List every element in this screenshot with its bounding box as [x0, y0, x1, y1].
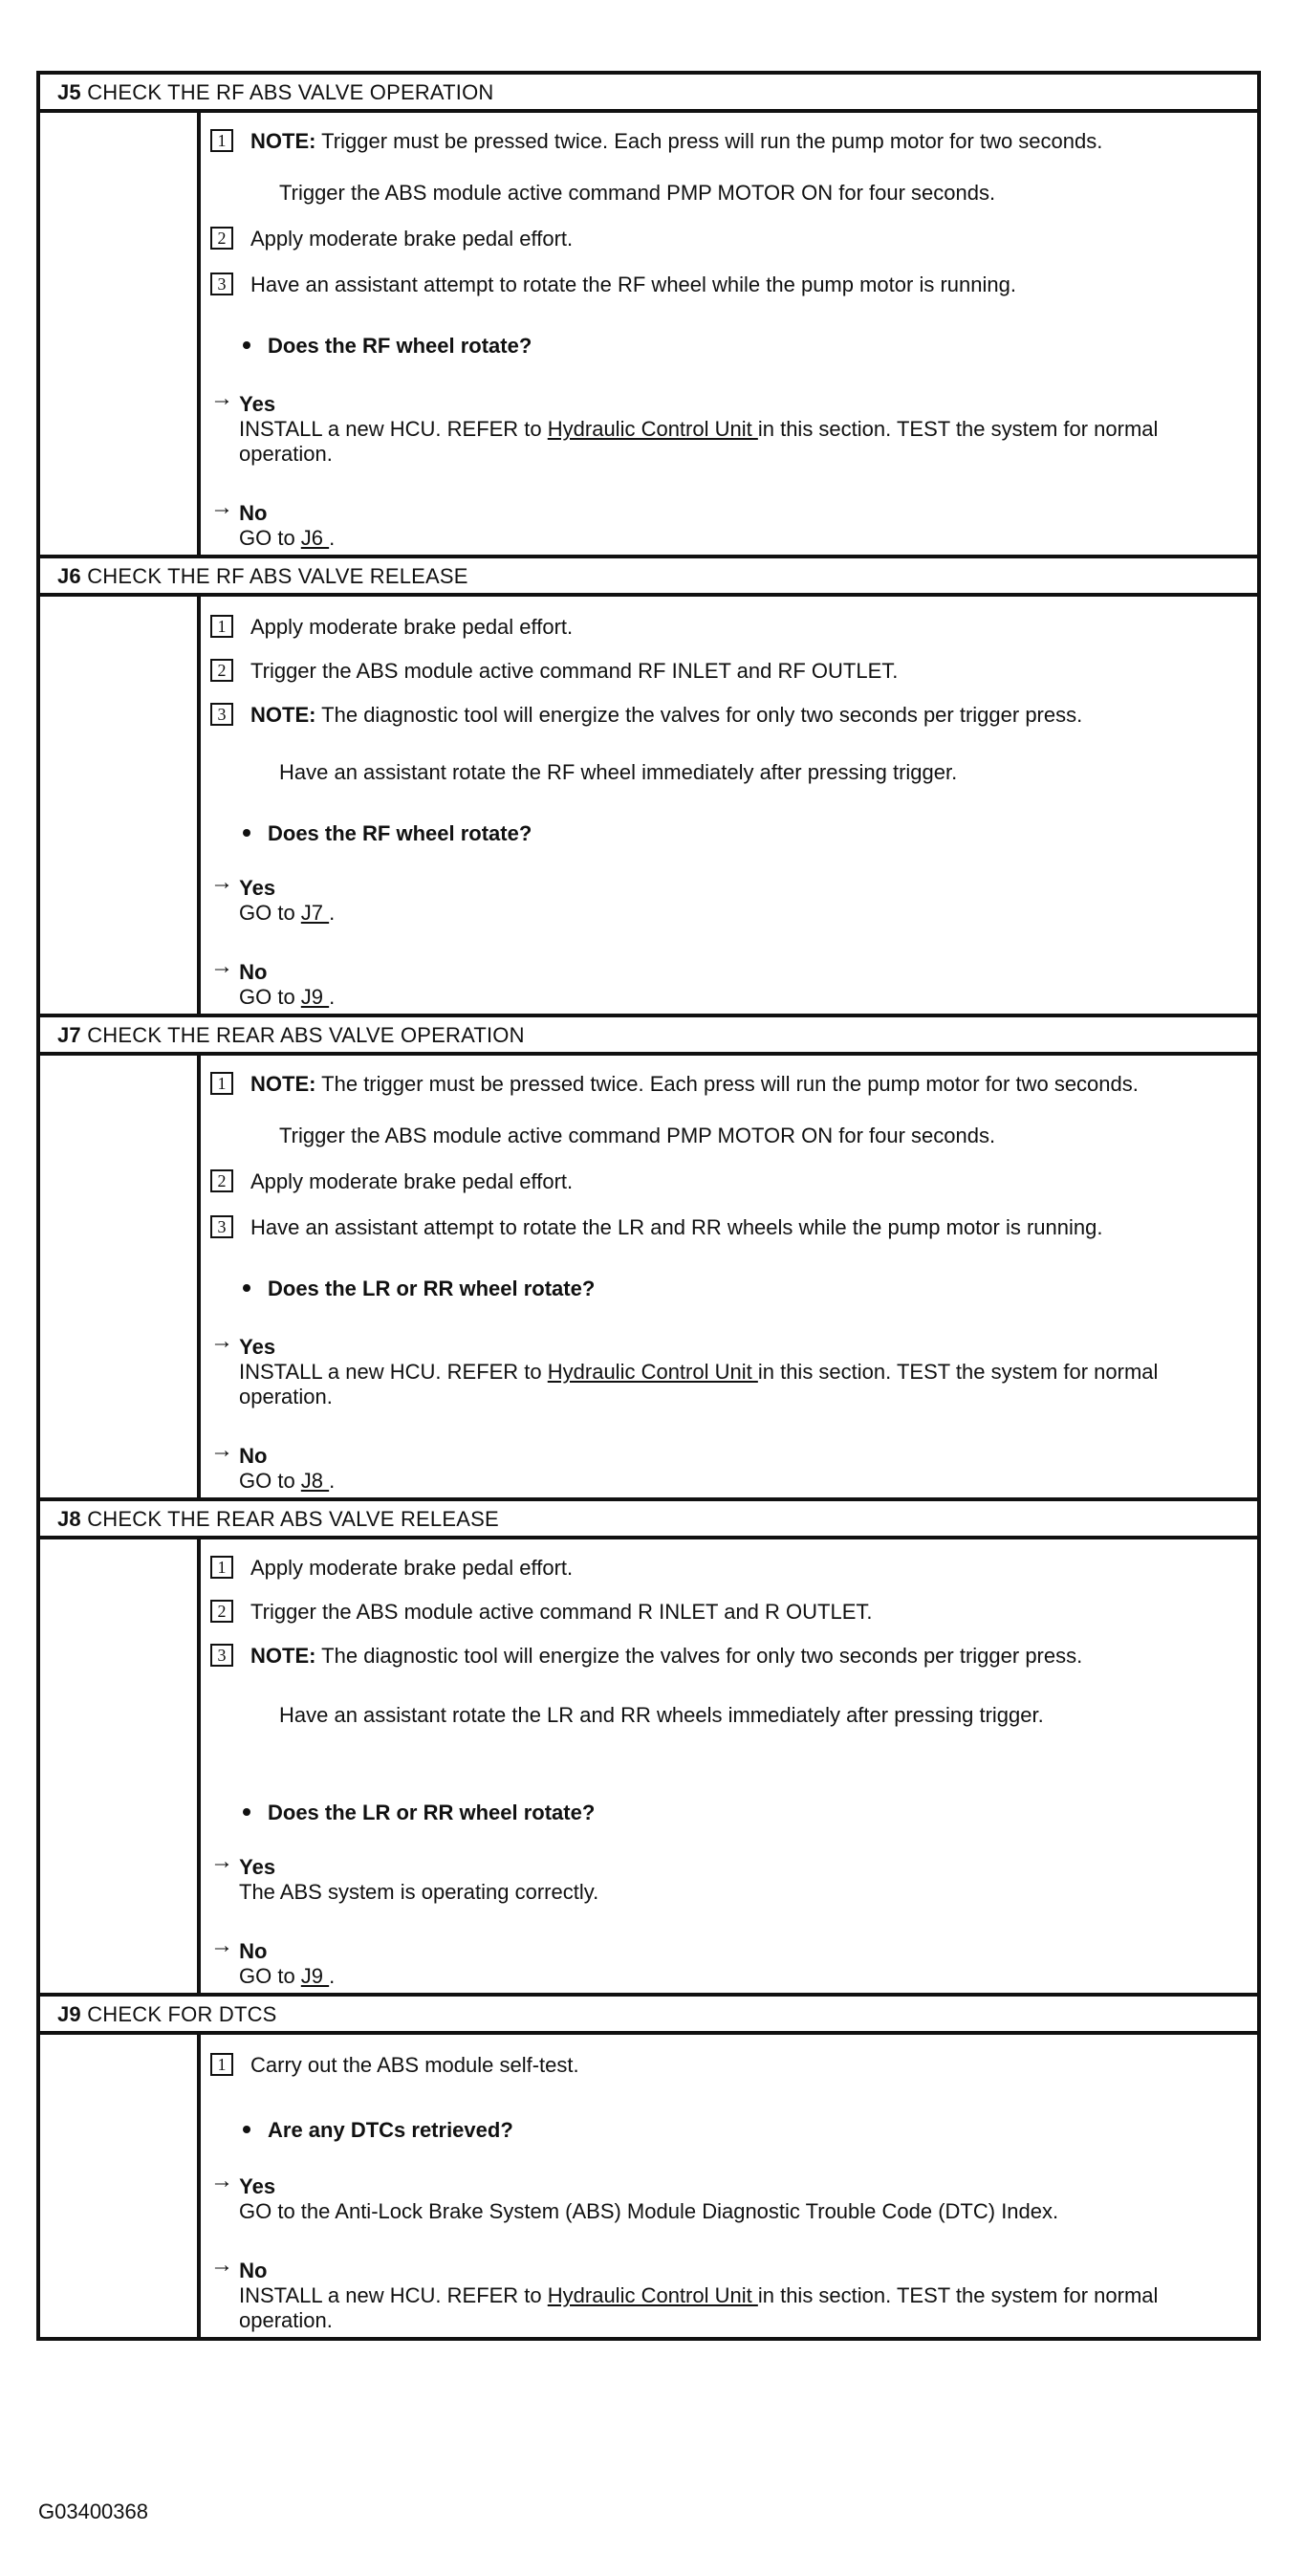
- step-1: [210, 2052, 1248, 2079]
- answer-text: The ABS system is operating correctly.: [239, 1880, 599, 1904]
- answer-text: GO to J6 .: [239, 526, 336, 550]
- section-code: J6: [57, 564, 81, 588]
- step-2: [210, 1168, 1248, 1195]
- answer-text: GO to J8 .: [239, 1469, 336, 1493]
- arrow-right-icon: →: [210, 494, 233, 520]
- section-header: [40, 1501, 1257, 1539]
- note-label: NOTE:: [250, 129, 316, 153]
- answer-label: Yes: [239, 392, 276, 416]
- bullet-icon: [243, 1808, 250, 1816]
- answer-label: No: [239, 960, 268, 984]
- answer-text: INSTALL a new HCU. REFER to Hydraulic Control Unit in this section. TEST the system for normal operation.: [239, 1360, 1159, 1408]
- step-number: 3: [210, 703, 233, 726]
- step-2: [210, 226, 1248, 252]
- step-text: Trigger the ABS module active command RF INLET and RF OUTLET.: [250, 659, 899, 683]
- answer-label: No: [239, 1444, 268, 1468]
- section-j8: [40, 1501, 1257, 1997]
- step-number: 1: [210, 2053, 233, 2076]
- section-j6: [40, 558, 1257, 1017]
- answer-no: [210, 494, 1248, 551]
- right-column: [201, 2035, 1257, 2337]
- answer-yes: [210, 1328, 1248, 1409]
- step-text: Have an assistant attempt to rotate the LR and RR wheels while the pump motor is running.: [250, 1215, 1103, 1239]
- document-page: [36, 71, 1261, 2341]
- section-header: [40, 1017, 1257, 1056]
- answer-text: GO to J9 .: [239, 985, 336, 1009]
- answer-no: [210, 2252, 1248, 2333]
- answer-yes: [210, 2168, 1248, 2224]
- answer-no: [210, 1932, 1248, 1989]
- step-1: [210, 1071, 1248, 1098]
- question: Does the RF wheel rotate?: [210, 820, 1248, 847]
- answer-label: Yes: [239, 1335, 276, 1359]
- step-text: Apply moderate brake pedal effort.: [250, 1169, 574, 1193]
- right-column: [201, 1056, 1257, 1497]
- step-number: 2: [210, 659, 233, 682]
- arrow-right-icon: →: [210, 2252, 233, 2278]
- note-label: NOTE:: [250, 1644, 316, 1668]
- hydraulic-control-unit-link[interactable]: Hydraulic Control Unit: [547, 417, 758, 441]
- question: Does the LR or RR wheel rotate?: [210, 1800, 1248, 1826]
- section-code: J9: [57, 2002, 81, 2026]
- goto-j7-link[interactable]: J7: [300, 901, 330, 925]
- note-label: NOTE:: [250, 1072, 316, 1096]
- left-column: [40, 2035, 201, 2337]
- step-text: Apply moderate brake pedal effort.: [250, 227, 574, 251]
- question: Does the RF wheel rotate?: [210, 333, 1248, 360]
- hydraulic-control-unit-link[interactable]: Hydraulic Control Unit: [547, 2283, 758, 2307]
- step-3: [210, 1643, 1248, 1670]
- section-j9: [40, 1997, 1257, 2337]
- right-column: [201, 1539, 1257, 1993]
- step-text: Trigger the ABS module active command R INLET and R OUTLET.: [250, 1600, 873, 1624]
- step-text: Apply moderate brake pedal effort.: [250, 1556, 574, 1580]
- section-header: [40, 558, 1257, 597]
- step-subtext: Have an assistant rotate the RF wheel immediately after pressing trigger.: [279, 760, 958, 784]
- answer-label: Yes: [239, 876, 276, 900]
- step-number: 3: [210, 273, 233, 295]
- step-3: [210, 1214, 1248, 1241]
- note-label: NOTE:: [250, 703, 316, 727]
- step-number: 1: [210, 1072, 233, 1095]
- goto-j9-link[interactable]: J9: [300, 1964, 330, 1988]
- step-3: [210, 702, 1248, 729]
- section-code: J7: [57, 1023, 81, 1047]
- step-text: Trigger must be pressed twice. Each press will run the pump motor for two seconds.: [315, 129, 1103, 153]
- answer-text: GO to J9 .: [239, 1964, 336, 1988]
- answer-label: No: [239, 1939, 268, 1963]
- answer-label: No: [239, 501, 268, 525]
- answer-yes: [210, 869, 1248, 926]
- step-3: [210, 272, 1248, 298]
- arrow-right-icon: →: [210, 1932, 233, 1958]
- step-subtext: Trigger the ABS module active command PMP MOTOR ON for four seconds.: [279, 1124, 996, 1147]
- arrow-right-icon: →: [210, 1437, 233, 1463]
- left-column: [40, 113, 201, 555]
- left-column: [40, 597, 201, 1014]
- section-title: CHECK THE REAR ABS VALVE RELEASE: [87, 1507, 499, 1531]
- step-1: [210, 128, 1248, 155]
- section-code: J8: [57, 1507, 81, 1531]
- step-number: 3: [210, 1215, 233, 1238]
- step-subtext: Trigger the ABS module active command PMP MOTOR ON for four seconds.: [279, 181, 996, 205]
- left-column: [40, 1539, 201, 1993]
- step-number: 3: [210, 1644, 233, 1667]
- section-code: J5: [57, 80, 81, 104]
- answer-label: Yes: [239, 2174, 276, 2198]
- step-text: The diagnostic tool will energize the valves for only two seconds per trigger press.: [315, 1644, 1083, 1668]
- goto-j6-link[interactable]: J6: [300, 526, 330, 550]
- section-title: CHECK THE RF ABS VALVE RELEASE: [87, 564, 468, 588]
- arrow-right-icon: →: [210, 869, 233, 895]
- arrow-right-icon: →: [210, 1328, 233, 1354]
- step-2: [210, 1599, 1248, 1626]
- answer-text: INSTALL a new HCU. REFER to Hydraulic Control Unit in this section. TEST the system for normal operation.: [239, 2283, 1159, 2332]
- answer-no: [210, 1437, 1248, 1494]
- section-header: [40, 1997, 1257, 2035]
- goto-j8-link[interactable]: J8: [300, 1469, 330, 1493]
- question: Does the LR or RR wheel rotate?: [210, 1276, 1248, 1302]
- arrow-right-icon: →: [210, 2168, 233, 2194]
- figure-code: G03400368: [38, 2500, 148, 2523]
- step-text: Apply moderate brake pedal effort.: [250, 615, 574, 639]
- bullet-icon: [243, 1284, 250, 1292]
- step-text: Have an assistant attempt to rotate the RF wheel while the pump motor is running.: [250, 273, 1016, 296]
- diagnostic-table: [36, 71, 1261, 2341]
- right-column: [201, 597, 1257, 1014]
- step-text: Carry out the ABS module self-test.: [250, 2053, 579, 2077]
- step-subtext: Have an assistant rotate the LR and RR wheels immediately after pressing trigger.: [279, 1703, 1044, 1727]
- section-header: [40, 75, 1257, 113]
- step-1: [210, 614, 1248, 641]
- step-1: [210, 1555, 1248, 1582]
- answer-text: GO to J7 .: [239, 901, 336, 925]
- hydraulic-control-unit-link[interactable]: Hydraulic Control Unit: [547, 1360, 758, 1384]
- section-j5: [40, 75, 1257, 558]
- question: Are any DTCs retrieved?: [210, 2117, 1248, 2144]
- step-number: 2: [210, 1169, 233, 1192]
- step-2: [210, 658, 1248, 685]
- left-column: [40, 1056, 201, 1497]
- answer-label: No: [239, 2259, 268, 2282]
- section-j7: [40, 1017, 1257, 1501]
- step-text: The trigger must be pressed twice. Each press will run the pump motor for two seconds.: [315, 1072, 1139, 1096]
- answer-no: [210, 953, 1248, 1010]
- step-number: 1: [210, 615, 233, 638]
- arrow-right-icon: →: [210, 953, 233, 979]
- answer-label: Yes: [239, 1855, 276, 1879]
- goto-j9-link[interactable]: J9: [300, 985, 330, 1009]
- section-title: CHECK THE RF ABS VALVE OPERATION: [87, 80, 494, 104]
- arrow-right-icon: →: [210, 385, 233, 411]
- step-number: 2: [210, 227, 233, 250]
- bullet-icon: [243, 341, 250, 349]
- arrow-right-icon: →: [210, 1848, 233, 1874]
- step-number: 1: [210, 1556, 233, 1579]
- bullet-icon: [243, 829, 250, 837]
- step-text: The diagnostic tool will energize the valves for only two seconds per trigger press.: [315, 703, 1083, 727]
- step-number: 2: [210, 1600, 233, 1623]
- answer-yes: [210, 1848, 1248, 1905]
- bullet-icon: [243, 2126, 250, 2133]
- right-column: [201, 113, 1257, 555]
- answer-text: INSTALL a new HCU. REFER to Hydraulic Control Unit in this section. TEST the system for normal operation.: [239, 417, 1159, 466]
- section-title: CHECK THE REAR ABS VALVE OPERATION: [87, 1023, 525, 1047]
- answer-text: GO to the Anti-Lock Brake System (ABS) Module Diagnostic Trouble Code (DTC) Index.: [239, 2199, 1059, 2223]
- answer-yes: [210, 385, 1248, 467]
- section-title: CHECK FOR DTCS: [87, 2002, 277, 2026]
- step-number: 1: [210, 129, 233, 152]
